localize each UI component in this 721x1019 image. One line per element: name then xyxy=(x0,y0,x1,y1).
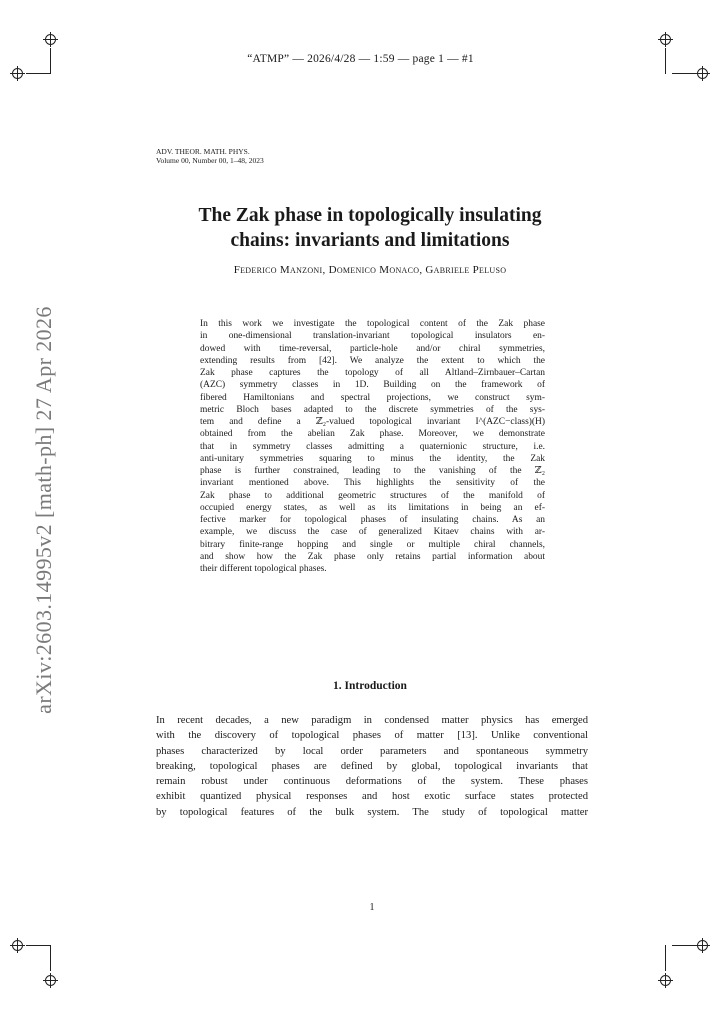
text-line: fective marker for topological phases of insulating chains. As an xyxy=(200,515,545,525)
text-line: In recent decades, a new paradigm in condensed matter physics has emerged xyxy=(156,715,588,726)
author-list: Federico Manzoni, Domenico Monaco, Gabriele Peluso xyxy=(233,264,507,276)
text-line: Zak phase to additional geometric structures of the manifold of xyxy=(200,490,545,501)
registration-mark-icon xyxy=(660,34,671,45)
text-line: that in symmetry classes admitting a quaternionic structure, i.e. xyxy=(200,441,545,452)
text-line: extending results from [42]. We analyze the extent to which the xyxy=(200,355,545,366)
section-heading: 1. Introduction xyxy=(333,680,407,692)
text-line: In this work we investigate the topological content of the Zak phase xyxy=(200,319,545,329)
text-line: with the discovery of topological phases of matter [13]. Unlike conventional xyxy=(156,730,588,742)
text-line: anti-unitary symmetries squaring to minus the identity, the Zak xyxy=(200,453,545,464)
title-line: The Zak phase in topologically insulating xyxy=(198,205,542,226)
text-line: occupied energy states, as well as its limitations in being an ef- xyxy=(200,502,545,513)
text-line: and show how the Zak phase only retains partial information about xyxy=(200,551,545,562)
title-line: chains: invariants and limitations xyxy=(230,230,510,251)
text-line: phase is further constrained, leading to the vanishing of the ℤ₂ xyxy=(200,466,545,476)
registration-mark-icon xyxy=(697,940,708,951)
body-paragraph xyxy=(156,713,588,820)
text-line: bitrary finite-range hopping and single or multiple chiral channels, xyxy=(200,539,545,550)
abstract xyxy=(200,318,545,575)
registration-mark-icon xyxy=(12,940,23,951)
arxiv-stamp: arXiv:2603.14995v2 [math-ph] 27 Apr 2026 xyxy=(31,306,56,714)
page-number: 1 xyxy=(369,902,375,913)
journal-volume: Volume 00, Number 00, 1–48, 2023 xyxy=(156,156,264,165)
text-line: example, we discuss the case of generalized Kitaev chains with ar- xyxy=(200,527,545,538)
paper-title xyxy=(120,203,620,253)
text-line: in one-dimensional translation-invariant topological insulators en- xyxy=(200,331,545,342)
journal-name: ADV. THEOR. MATH. PHYS. xyxy=(156,147,250,156)
text-line: obtained from the abelian Zak phase. Moreover, we demonstrate xyxy=(200,429,545,440)
registration-mark-icon xyxy=(45,34,56,45)
text-line: their different topological phases. xyxy=(200,564,327,574)
text-line: metric Bloch bases adapted to the discrete symmetries of the sys- xyxy=(200,404,545,415)
text-line: remain robust under continuous deformations of the system. These phases xyxy=(156,776,588,788)
text-line: Zak phase captures the topology of all Altland–Zirnbauer–Cartan xyxy=(200,368,545,378)
text-line: breaking, topological phases are defined by global, topological invariants that xyxy=(156,760,588,772)
text-line: tem and define a ℤ₂-valued topological invariant I^(AZC−class)(H) xyxy=(200,417,545,427)
journal-info xyxy=(156,147,264,165)
registration-mark-icon xyxy=(12,68,23,79)
registration-mark-icon xyxy=(697,68,708,79)
running-head: “ATMP” — 2026/4/28 — 1:59 — page 1 — #1 xyxy=(247,53,474,65)
text-line: by topological features of the bulk system. The study of topological matter xyxy=(156,806,588,818)
registration-mark-icon xyxy=(45,975,56,986)
registration-mark-icon xyxy=(660,975,671,986)
text-line: phases characterized by local order parameters and spontaneous symmetry xyxy=(156,745,588,757)
text-line: exhibit quantized physical responses and host exotic surface states protected xyxy=(156,791,588,803)
text-line: invariant mentioned above. This highlights the sensitivity of the xyxy=(200,478,545,489)
text-line: fibered Hamiltonians and spectral projections, we construct sym- xyxy=(200,392,545,403)
text-line: dowed with time-reversal, particle-hole and/or chiral symmetries, xyxy=(200,343,545,354)
text-line: (AZC) symmetry classes in 1D. Building on the framework of xyxy=(200,380,545,391)
